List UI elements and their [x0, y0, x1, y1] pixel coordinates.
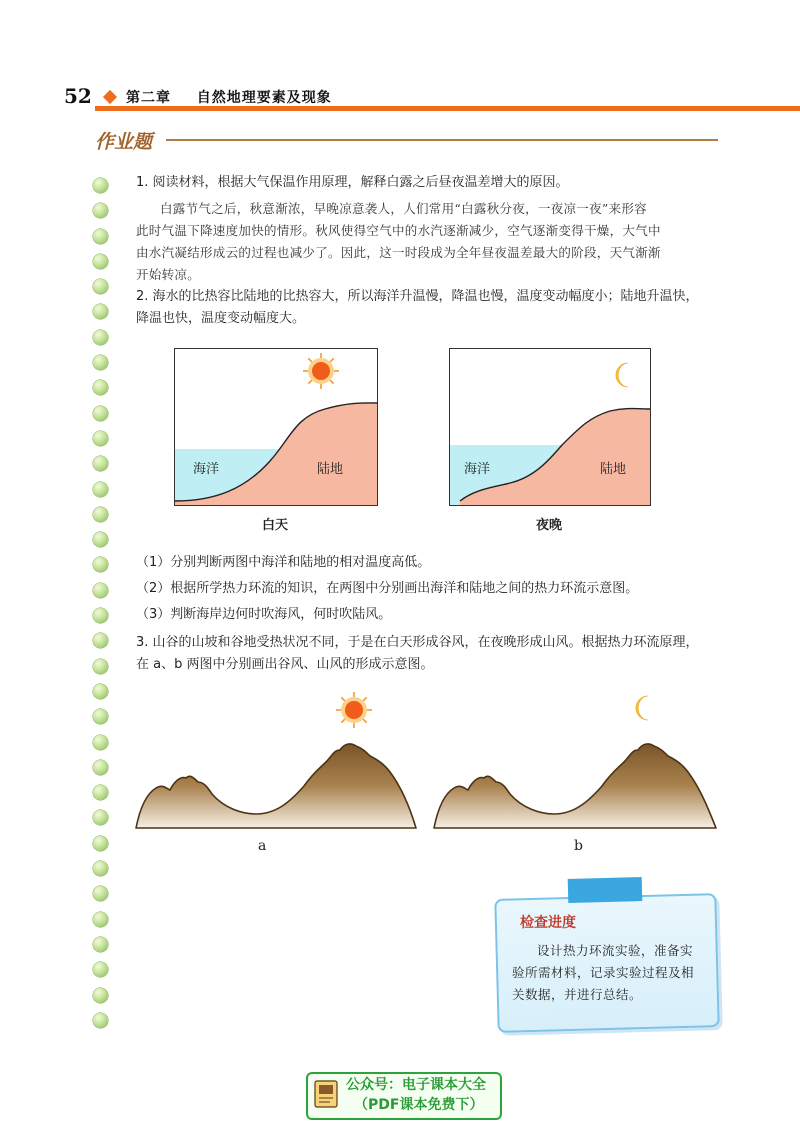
binder-dot	[93, 229, 108, 244]
binder-dot	[93, 785, 108, 800]
sea-land-diagram-day	[175, 349, 377, 505]
question-2-prompt	[136, 286, 756, 330]
binder-dot	[93, 988, 108, 1003]
watermark-line-1: 公众号：电子课本大全	[346, 1077, 486, 1093]
subquestion-2: （2）根据所学热力环流的知识，在两图中分别画出海洋和陆地之间的热力环流示意图。	[136, 581, 639, 596]
chapter-number: 第二章	[126, 90, 171, 106]
binder-dot	[93, 203, 108, 218]
binder-dot	[93, 456, 108, 471]
figure-label-a: a	[258, 838, 267, 854]
sun-icon	[336, 692, 372, 728]
binder-dot	[93, 659, 108, 674]
binder-dot	[93, 355, 108, 370]
binder-dot	[93, 760, 108, 775]
question-2-subquestions	[136, 552, 756, 626]
page-number: 52	[64, 84, 92, 108]
binder-dot	[93, 532, 108, 547]
mountain-b	[434, 744, 716, 828]
sun-icon	[303, 353, 339, 389]
binder-dot	[93, 583, 108, 598]
binder-dot	[93, 557, 108, 572]
binder-dot	[93, 912, 108, 927]
binder-dot	[93, 304, 108, 319]
binder-dot	[93, 608, 108, 623]
mountain-a	[136, 744, 416, 828]
figure-caption-night: 夜晚	[535, 518, 562, 533]
passage-line: 由水汽凝结形成云的过程也减少了。因此，这一时段成为全年昼夜温差最大的阶段，天气渐渐	[136, 245, 661, 260]
prompt-line: 2. 海水的比热容比陆地的比热容大，所以海洋升温慢，降温也慢，温度变动幅度小；陆地升温快，	[136, 289, 699, 304]
passage-line: 白露节气之后，秋意渐浓，早晚凉意袭人，人们常用“白露秋分夜，一夜凉一夜”来形容	[160, 201, 647, 216]
binder-dot	[93, 507, 108, 522]
question-1-prompt: 1. 阅读材料，根据大气保温作用原理，解释白露之后昼夜温差增大的原因。	[136, 175, 569, 190]
prompt-line: 降温也快，温度变动幅度大。	[136, 311, 306, 326]
binder-dots	[93, 178, 113, 1038]
binder-dot	[93, 254, 108, 269]
binder-dot	[93, 810, 108, 825]
subquestion-1: （1）分别判断两图中海洋和陆地的相对温度高低。	[136, 555, 431, 570]
binder-dot	[93, 380, 108, 395]
chapter-bullet-icon	[103, 90, 117, 104]
binder-dot	[93, 886, 108, 901]
prompt-line: 在 a、b 两图中分别画出谷风、山风的形成示意图。	[136, 657, 434, 672]
passage-line: 此时气温下降速度加快的情形。秋风使得空气中的水汽逐渐减少，空气逐渐变得干燥，大气中	[136, 223, 661, 238]
section-rule	[166, 139, 718, 141]
binder-dot	[93, 633, 108, 648]
binder-dot	[93, 709, 108, 724]
subquestion-3: （3）判断海岸边何时吹海风，何时吹陆风。	[136, 607, 392, 622]
binder-dot	[93, 431, 108, 446]
question-1-passage	[136, 198, 736, 286]
book-logo-icon	[312, 1078, 342, 1110]
prompt-line: 3. 山谷的山坡和谷地受热状况不同，于是在白天形成谷风，在夜晚形成山风。根据热力环流原理，	[136, 635, 699, 650]
chapter-title: 自然地理要素及现象	[196, 90, 332, 106]
sea-land-diagram-night	[450, 349, 650, 505]
sea-land-figure-night	[449, 348, 651, 506]
binder-dot	[93, 178, 108, 193]
sea-label: 海洋	[464, 462, 491, 477]
sea-label: 海洋	[193, 462, 220, 477]
binder-dot	[93, 836, 108, 851]
header-rule	[95, 106, 800, 111]
section-title: 作业题	[95, 131, 153, 153]
binder-dot	[93, 406, 108, 421]
note-tab	[568, 877, 643, 903]
figure-caption-day: 白天	[261, 518, 288, 533]
binder-dot	[93, 962, 108, 977]
question-3-prompt	[136, 632, 756, 676]
note-text: 设计热力环流实验，准备实验所需材料，记录实验过程及相关数据，并进行总结。	[512, 943, 695, 1002]
chapter-heading	[126, 87, 332, 107]
moon-icon	[616, 363, 628, 387]
binder-dot	[93, 937, 108, 952]
sea-land-figure-day	[174, 348, 378, 506]
note-title: 检查进度	[520, 915, 576, 931]
land-label: 陆地	[317, 462, 344, 477]
binder-dot	[93, 330, 108, 345]
binder-dot	[93, 1013, 108, 1028]
figure-label-b: b	[574, 838, 583, 854]
passage-line: 开始转凉。	[136, 267, 201, 282]
binder-dot	[93, 861, 108, 876]
binder-dot	[93, 279, 108, 294]
moon-icon	[636, 696, 648, 720]
binder-dot	[93, 735, 108, 750]
watermark-line-2: （PDF课本免费下）	[354, 1097, 484, 1113]
binder-dot	[93, 482, 108, 497]
land-label: 陆地	[600, 462, 627, 477]
binder-dot	[93, 684, 108, 699]
valley-diagrams	[134, 690, 724, 836]
